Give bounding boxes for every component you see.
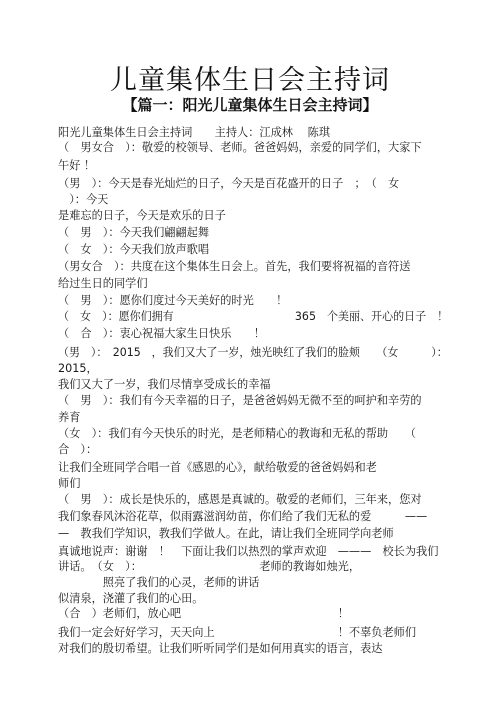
text-line: 午好 ！: [58, 159, 96, 172]
text-line: （ 男 ）：我们有今天幸福的日子，是爸爸妈妈无微不至的呵护和辛劳的: [58, 394, 422, 407]
text-line: （男 ）： 2015 ，我们又大了一岁，烛光映红了我们的脸颊 （女 ）：: [58, 346, 448, 359]
text-line: 阳光儿童集体生日会主持词 主持人：江成林 陈琪: [58, 126, 331, 139]
text-line: 师们: [58, 477, 81, 490]
text-line: 我们象春风沐浴花草，似雨露滋润幼苗，你们给了我们无私的爱 ——: [58, 510, 428, 523]
text-line: 给过生日的同学们: [58, 277, 148, 290]
text-line: （男女合 ）：共度在这个集体生日会上。首先，我们要将祝福的音符送: [58, 260, 411, 273]
document-subtitle: 【篇一：阳光儿童集体生日会主持词】: [122, 96, 378, 114]
text-line: （ 男 ）：今天我们翩翩起舞: [58, 226, 210, 239]
text-line: — 教我们学知识，教我们学做人。在此，请让我们全班同学向老师: [58, 527, 394, 540]
text-line: 让我们全班同学合唱一首《感恩的心》，献给敬爱的爸爸妈妈和老: [58, 461, 377, 474]
text-line: （女 ）：我们有今天快乐的时光，是老师精心的教诲和无私的帮助 （: [58, 427, 416, 440]
text-line: （ 男女合 ）：敬爱的校领导、老师。爸爸妈妈，亲爱的同学们，大家下: [58, 141, 422, 154]
text-line: （合 ）老师们，放心吧 ！: [58, 607, 349, 620]
text-line: （ 男 ）：成长是快乐的，感恩是真诚的。敬爱的老师们，三年来，您对: [58, 493, 422, 506]
text-line: 我们一定会好好学习，天天向上 ！不辜负老师们: [58, 626, 417, 639]
text-line: 合 ）：: [58, 443, 98, 456]
text-line: （ 女 ）：愿你们拥有 365 个美丽、开心的日子 ！: [58, 310, 449, 323]
text-line: 2015，: [58, 362, 98, 375]
text-line: （男 ）：今天是春光灿烂的日子，今天是百花盛开的日子 ； （ 女: [58, 177, 400, 190]
text-line: 我们又大了一岁，我们尽情享受成长的幸福: [58, 378, 271, 391]
document-title: 儿童集体生日会主持词: [110, 65, 390, 96]
text-line: ）：今天: [58, 193, 109, 206]
text-line: 养育: [58, 411, 81, 424]
text-line: （ 男 ）：愿你们度过今天美好的时光 ！: [58, 294, 288, 307]
text-line: 似清泉，浇灌了我们的心田。: [58, 592, 204, 605]
text-line: （ 合 ）：衷心祝福大家生日快乐 ！: [58, 327, 265, 340]
text-line: 真诚地说声：谢谢 ！ 下面让我们以热烈的掌声欢迎 ——— 校长为我们: [58, 545, 439, 558]
text-line: 是难忘的日子，今天是欢乐的日子: [58, 209, 226, 222]
text-line: 对我们的殷切希望。让我们听听同学们是如何用真实的语言，表达: [58, 642, 383, 655]
text-line: 照亮了我们的心灵，老师的讲话: [58, 576, 260, 589]
text-line: 讲话。 （女 ）： 老师的教诲如烛光，: [58, 560, 361, 573]
text-line: （ 女 ）：今天我们放声歌唱: [58, 243, 210, 256]
